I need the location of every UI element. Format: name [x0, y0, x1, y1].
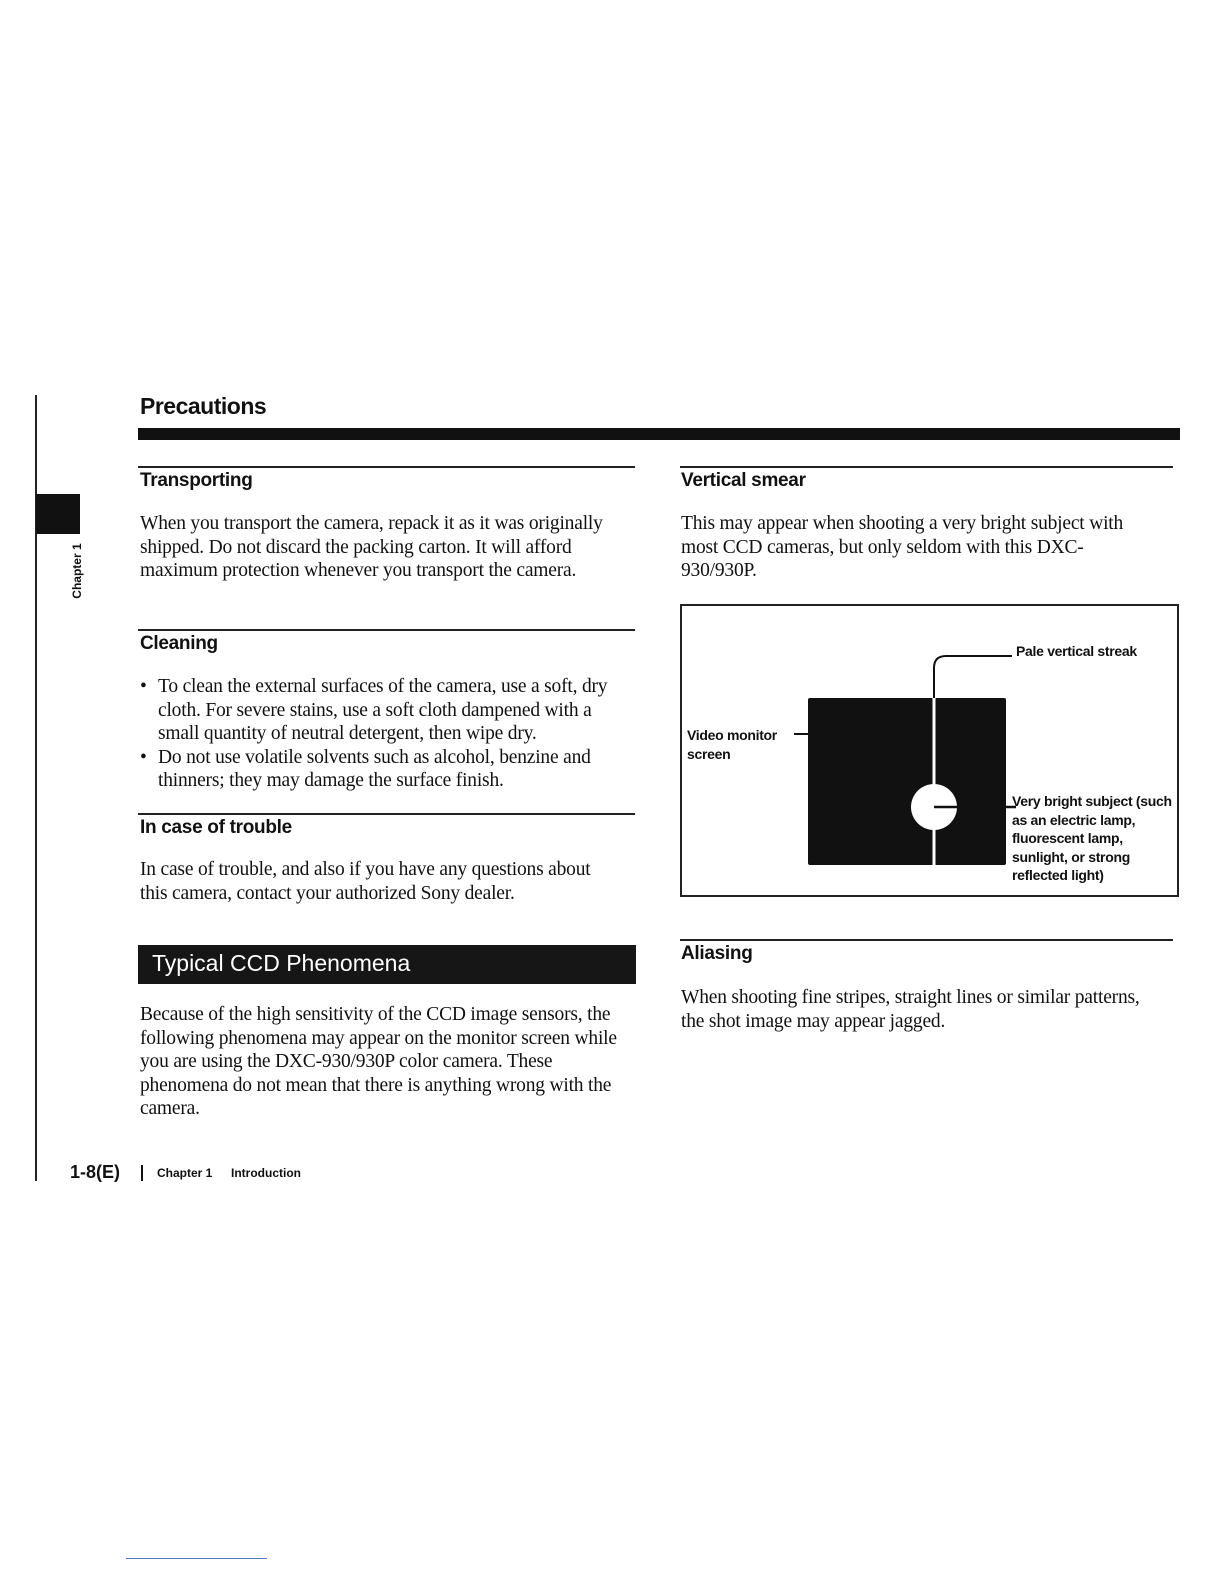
bottom-rule [126, 1558, 267, 1559]
monitor-label: Video monitor screen [687, 727, 777, 762]
section-body: When shooting fine stripes, straight lines or similar patterns, the shot image may appear jagged. [681, 987, 1140, 1032]
divider [138, 629, 635, 631]
page-title: Precautions [140, 393, 267, 419]
streak-leader [934, 656, 1012, 698]
footer-section: Introduction [231, 1166, 301, 1180]
divider [138, 813, 635, 815]
section-heading: Aliasing [681, 943, 753, 964]
footer-chapter: Chapter 1 [157, 1166, 213, 1180]
smear-diagram [680, 604, 1179, 897]
divider [138, 466, 635, 468]
section-heading: Vertical smear [681, 470, 806, 491]
section-heading: Transporting [140, 470, 253, 491]
divider [680, 939, 1173, 941]
monitor-screen [808, 698, 1006, 865]
ccd-heading: Typical CCD Phenomena [152, 950, 411, 976]
section-body: Because of the high sensitivity of the CCD image sensors, the following phenomena may appear on the monitor screen while you are using the DXC-930/930P color camera. These phenomena do not mean that there is anything wrong with the camera. [140, 1004, 617, 1119]
page-number: 1-8(E) [70, 1162, 121, 1182]
section-body: This may appear when shooting a very bright subject with most CCD cameras, but only seldom with this DXC-930/930P. [681, 513, 1124, 581]
section-heading: In case of trouble [140, 817, 292, 838]
list-item: • To clean the external surfaces of the camera, use a soft, dry cloth. For severe stains, use a soft cloth dampened with a small quantity of neutral detergent, then wipe dry. [140, 675, 636, 746]
divider [680, 466, 1173, 468]
subject-label: Very bright subject (such as an electric lamp, fluorescent lamp, sunlight, or strong reflected light) [1012, 793, 1172, 883]
chapter-side-label: Chapter 1 [70, 543, 84, 599]
footer-separator [141, 1165, 143, 1181]
streak-label: Pale vertical streak [1016, 643, 1137, 659]
cleaning-list [140, 675, 636, 793]
list-item: • Do not use volatile solvents such as alcohol, benzine and thinners; they may damage the surface finish. [140, 746, 636, 793]
title-bar [138, 428, 1180, 440]
section-body: When you transport the camera, repack it as it was originally shipped. Do not discard the packing carton. It will afford maximum protection whenever you transport the camera. [140, 513, 603, 581]
section-heading: Cleaning [140, 633, 218, 654]
chapter-tab-marker [36, 494, 80, 534]
section-body: In case of trouble, and also if you have any questions about this camera, contact your authorized Sony dealer. [140, 859, 591, 904]
